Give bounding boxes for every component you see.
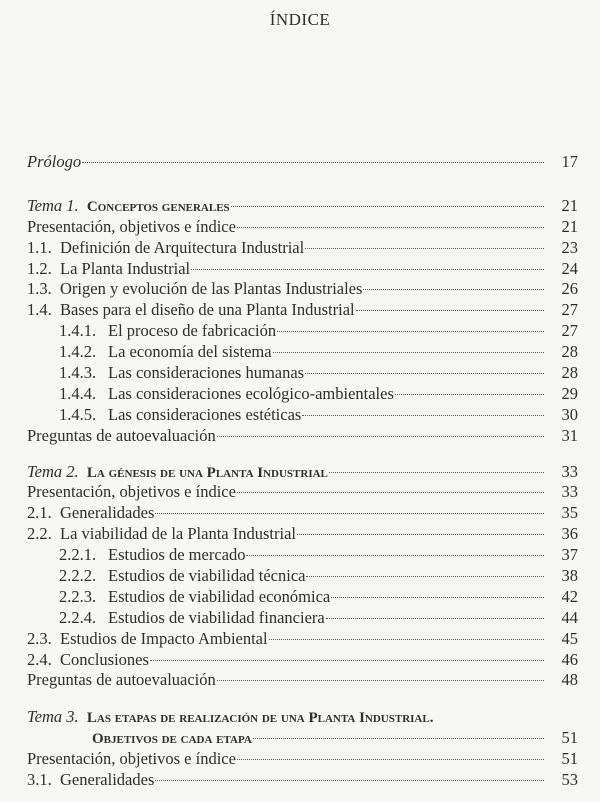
tema-label: Tema 1. (27, 195, 79, 215)
entry-text (27, 279, 362, 300)
toc-entry[interactable] (27, 650, 578, 671)
page-number: 33 (561, 461, 578, 481)
entry-number: 1.2. (27, 258, 52, 278)
entry-label: La viabilidad de la Planta Industrial (60, 524, 296, 544)
toc-entry[interactable] (27, 384, 578, 405)
page-number: 21 (561, 216, 578, 236)
toc-entry[interactable] (27, 342, 578, 363)
toc-entry[interactable] (27, 524, 578, 545)
entry-text (27, 770, 154, 791)
entry-number: 2.2.1. (59, 545, 97, 565)
entry-number: 2.2. (27, 524, 52, 544)
dot-leader (237, 492, 544, 493)
entry-number: 1.4.5. (59, 404, 97, 424)
dot-leader (150, 660, 544, 661)
page-number: 27 (561, 300, 578, 320)
page-number: 29 (561, 383, 578, 403)
dot-leader (217, 436, 544, 437)
entry-text (27, 482, 236, 503)
page-number: 45 (561, 628, 578, 648)
entry-text (27, 363, 304, 384)
entry-text (27, 503, 154, 524)
page-number: 51 (561, 728, 578, 748)
entry-text (27, 749, 236, 770)
entry-label: Estudios de viabilidad técnica (108, 566, 306, 586)
entry-label: Presentación, objetivos e índice (27, 749, 236, 769)
entry-label: Las consideraciones ecológico-ambientales (108, 383, 394, 403)
entry-label: Las consideraciones estéticas (108, 404, 302, 424)
entry-label: Definición de Arquitectura Industrial (60, 237, 305, 257)
entry-label: La economía del sistema (108, 342, 272, 362)
entry-text (27, 384, 394, 405)
page-title: ÍNDICE (269, 10, 331, 29)
page-number: 53 (561, 770, 578, 790)
entry-label: Estudios de viabilidad económica (108, 586, 331, 606)
entry-label: Origen y evolución de las Plantas Industriales (60, 279, 363, 299)
entry-label: Preguntas de autoevaluación (27, 425, 216, 445)
page-number: 27 (561, 321, 578, 341)
page-number: 33 (561, 482, 578, 502)
entry-text (27, 629, 268, 650)
page-number: 48 (561, 670, 578, 690)
entry-text (27, 608, 325, 629)
dot-leader (395, 394, 544, 395)
page-number: 26 (561, 279, 578, 299)
toc-entry[interactable] (27, 503, 578, 524)
tema-title: Conceptos generales (86, 198, 230, 215)
page-number: 24 (561, 258, 578, 278)
entry-label: Bases para el diseño de una Planta Industrial (60, 300, 355, 320)
dot-leader (82, 162, 544, 163)
dot-leader (297, 534, 544, 535)
entry-number: 2.1. (27, 503, 52, 523)
toc-entry[interactable] (27, 608, 578, 629)
entry-text (27, 321, 276, 342)
entry-text (27, 405, 301, 426)
entry-text (27, 545, 245, 566)
dot-leader (306, 576, 544, 577)
tema-label: Tema 2. (27, 461, 79, 481)
entry-label: Generalidades (60, 503, 155, 523)
entry-label: Las consideraciones humanas (108, 363, 305, 383)
page-number: 23 (561, 237, 578, 257)
toc-entry[interactable] (27, 279, 578, 300)
toc-entry[interactable] (27, 405, 578, 426)
dot-leader (305, 248, 544, 249)
page-number: 51 (561, 749, 578, 769)
toc-entry[interactable] (27, 770, 578, 791)
dot-leader (231, 206, 544, 207)
dot-leader (155, 513, 544, 514)
entry-number: 2.4. (27, 649, 52, 669)
entry-text (27, 566, 305, 587)
dot-leader (237, 759, 544, 760)
entry-number: 1.1. (27, 237, 52, 257)
toc-entry[interactable] (27, 238, 578, 259)
entry-text (27, 524, 296, 545)
entry-number: 1.4.2. (59, 342, 97, 362)
dot-leader (302, 415, 544, 416)
entry-label: Estudios de Impacto Ambiental (60, 628, 268, 648)
toc-entry[interactable] (27, 749, 578, 770)
page-number: 31 (561, 425, 578, 445)
dot-leader (356, 310, 544, 311)
entry-label: La Planta Industrial (60, 258, 191, 278)
entry-text (27, 587, 330, 608)
dot-leader (237, 227, 544, 228)
toc-entry[interactable] (27, 259, 578, 280)
entry-number: 1.4.4. (59, 383, 97, 403)
entry-number: 2.2.4. (59, 607, 97, 627)
entry-label: Presentación, objetivos e índice (27, 216, 236, 236)
toc-entry[interactable] (27, 670, 578, 691)
page-number: 44 (561, 607, 578, 627)
entry-text (27, 426, 216, 447)
toc-entry[interactable] (27, 363, 578, 384)
entry-label: Estudios de viabilidad financiera (108, 607, 325, 627)
page-number: 28 (561, 363, 578, 383)
dot-leader (191, 269, 544, 270)
page-number: 28 (561, 342, 578, 362)
toc-entry[interactable] (27, 217, 578, 238)
dot-leader (155, 780, 544, 781)
dot-leader (246, 555, 544, 556)
page-number: 42 (561, 586, 578, 606)
toc-entry[interactable] (27, 566, 578, 587)
entry-text (27, 342, 272, 363)
toc-entry[interactable] (27, 321, 578, 342)
dot-leader (253, 738, 544, 739)
page-number: 46 (561, 649, 578, 669)
entry-label: Conclusiones (60, 649, 149, 669)
dot-leader (305, 373, 544, 374)
toc-entry-prologo[interactable] (27, 152, 578, 173)
entry-label: Prólogo (27, 152, 82, 171)
page-number: 17 (561, 152, 578, 171)
entry-number: 2.3. (27, 628, 52, 648)
dot-leader (217, 680, 544, 681)
entry-label: Presentación, objetivos e índice (27, 482, 236, 502)
toc-entry[interactable] (27, 300, 578, 321)
dot-leader (329, 472, 544, 473)
entry-label: El proceso de fabricación (108, 321, 277, 341)
page-number: 37 (561, 545, 578, 565)
page-number: 35 (561, 503, 578, 523)
toc-entry[interactable] (27, 545, 578, 566)
toc-tema-heading[interactable] (27, 462, 578, 483)
toc-entry[interactable] (27, 629, 578, 650)
page-number: 38 (561, 566, 578, 586)
tema-title-cont: Objetivos de cada etapa (92, 731, 252, 748)
dot-leader (277, 331, 544, 332)
dot-leader (331, 597, 544, 598)
dot-leader (273, 352, 544, 353)
page-number: 36 (561, 524, 578, 544)
toc-tema-heading[interactable] (27, 707, 578, 728)
entry-text (27, 238, 304, 259)
toc-entry[interactable] (27, 587, 578, 608)
dot-leader (363, 289, 544, 290)
entry-number: 1.4.1. (59, 321, 97, 341)
entry-label: Estudios de mercado (108, 545, 246, 565)
table-of-contents (27, 152, 578, 791)
page-number: 21 (561, 195, 578, 215)
entry-text (27, 217, 236, 238)
toc-tema-heading[interactable] (27, 196, 578, 217)
tema-title: Las etapas de realización de una Planta Industrial. (86, 710, 434, 727)
entry-text (27, 670, 216, 691)
toc-tema-heading-cont[interactable] (27, 728, 578, 749)
toc-entry[interactable] (27, 426, 578, 447)
entry-number: 3.1. (27, 770, 52, 790)
tema-label: Tema 3. (27, 707, 79, 727)
entry-number: 1.3. (27, 279, 52, 299)
entry-number: 1.4.3. (59, 363, 97, 383)
entry-number: 2.2.2. (59, 566, 97, 586)
entry-text (27, 300, 355, 321)
entry-text (27, 259, 190, 280)
entry-number: 1.4. (27, 300, 52, 320)
toc-entry[interactable] (27, 482, 578, 503)
dot-leader (269, 639, 544, 640)
entry-label: Generalidades (60, 770, 155, 790)
page-number: 30 (561, 404, 578, 424)
entry-label: Preguntas de autoevaluación (27, 670, 216, 690)
tema-title: La génesis de una Planta Industrial (86, 464, 328, 481)
dot-leader (326, 618, 544, 619)
entry-number: 2.2.3. (59, 586, 97, 606)
entry-text (27, 650, 149, 671)
